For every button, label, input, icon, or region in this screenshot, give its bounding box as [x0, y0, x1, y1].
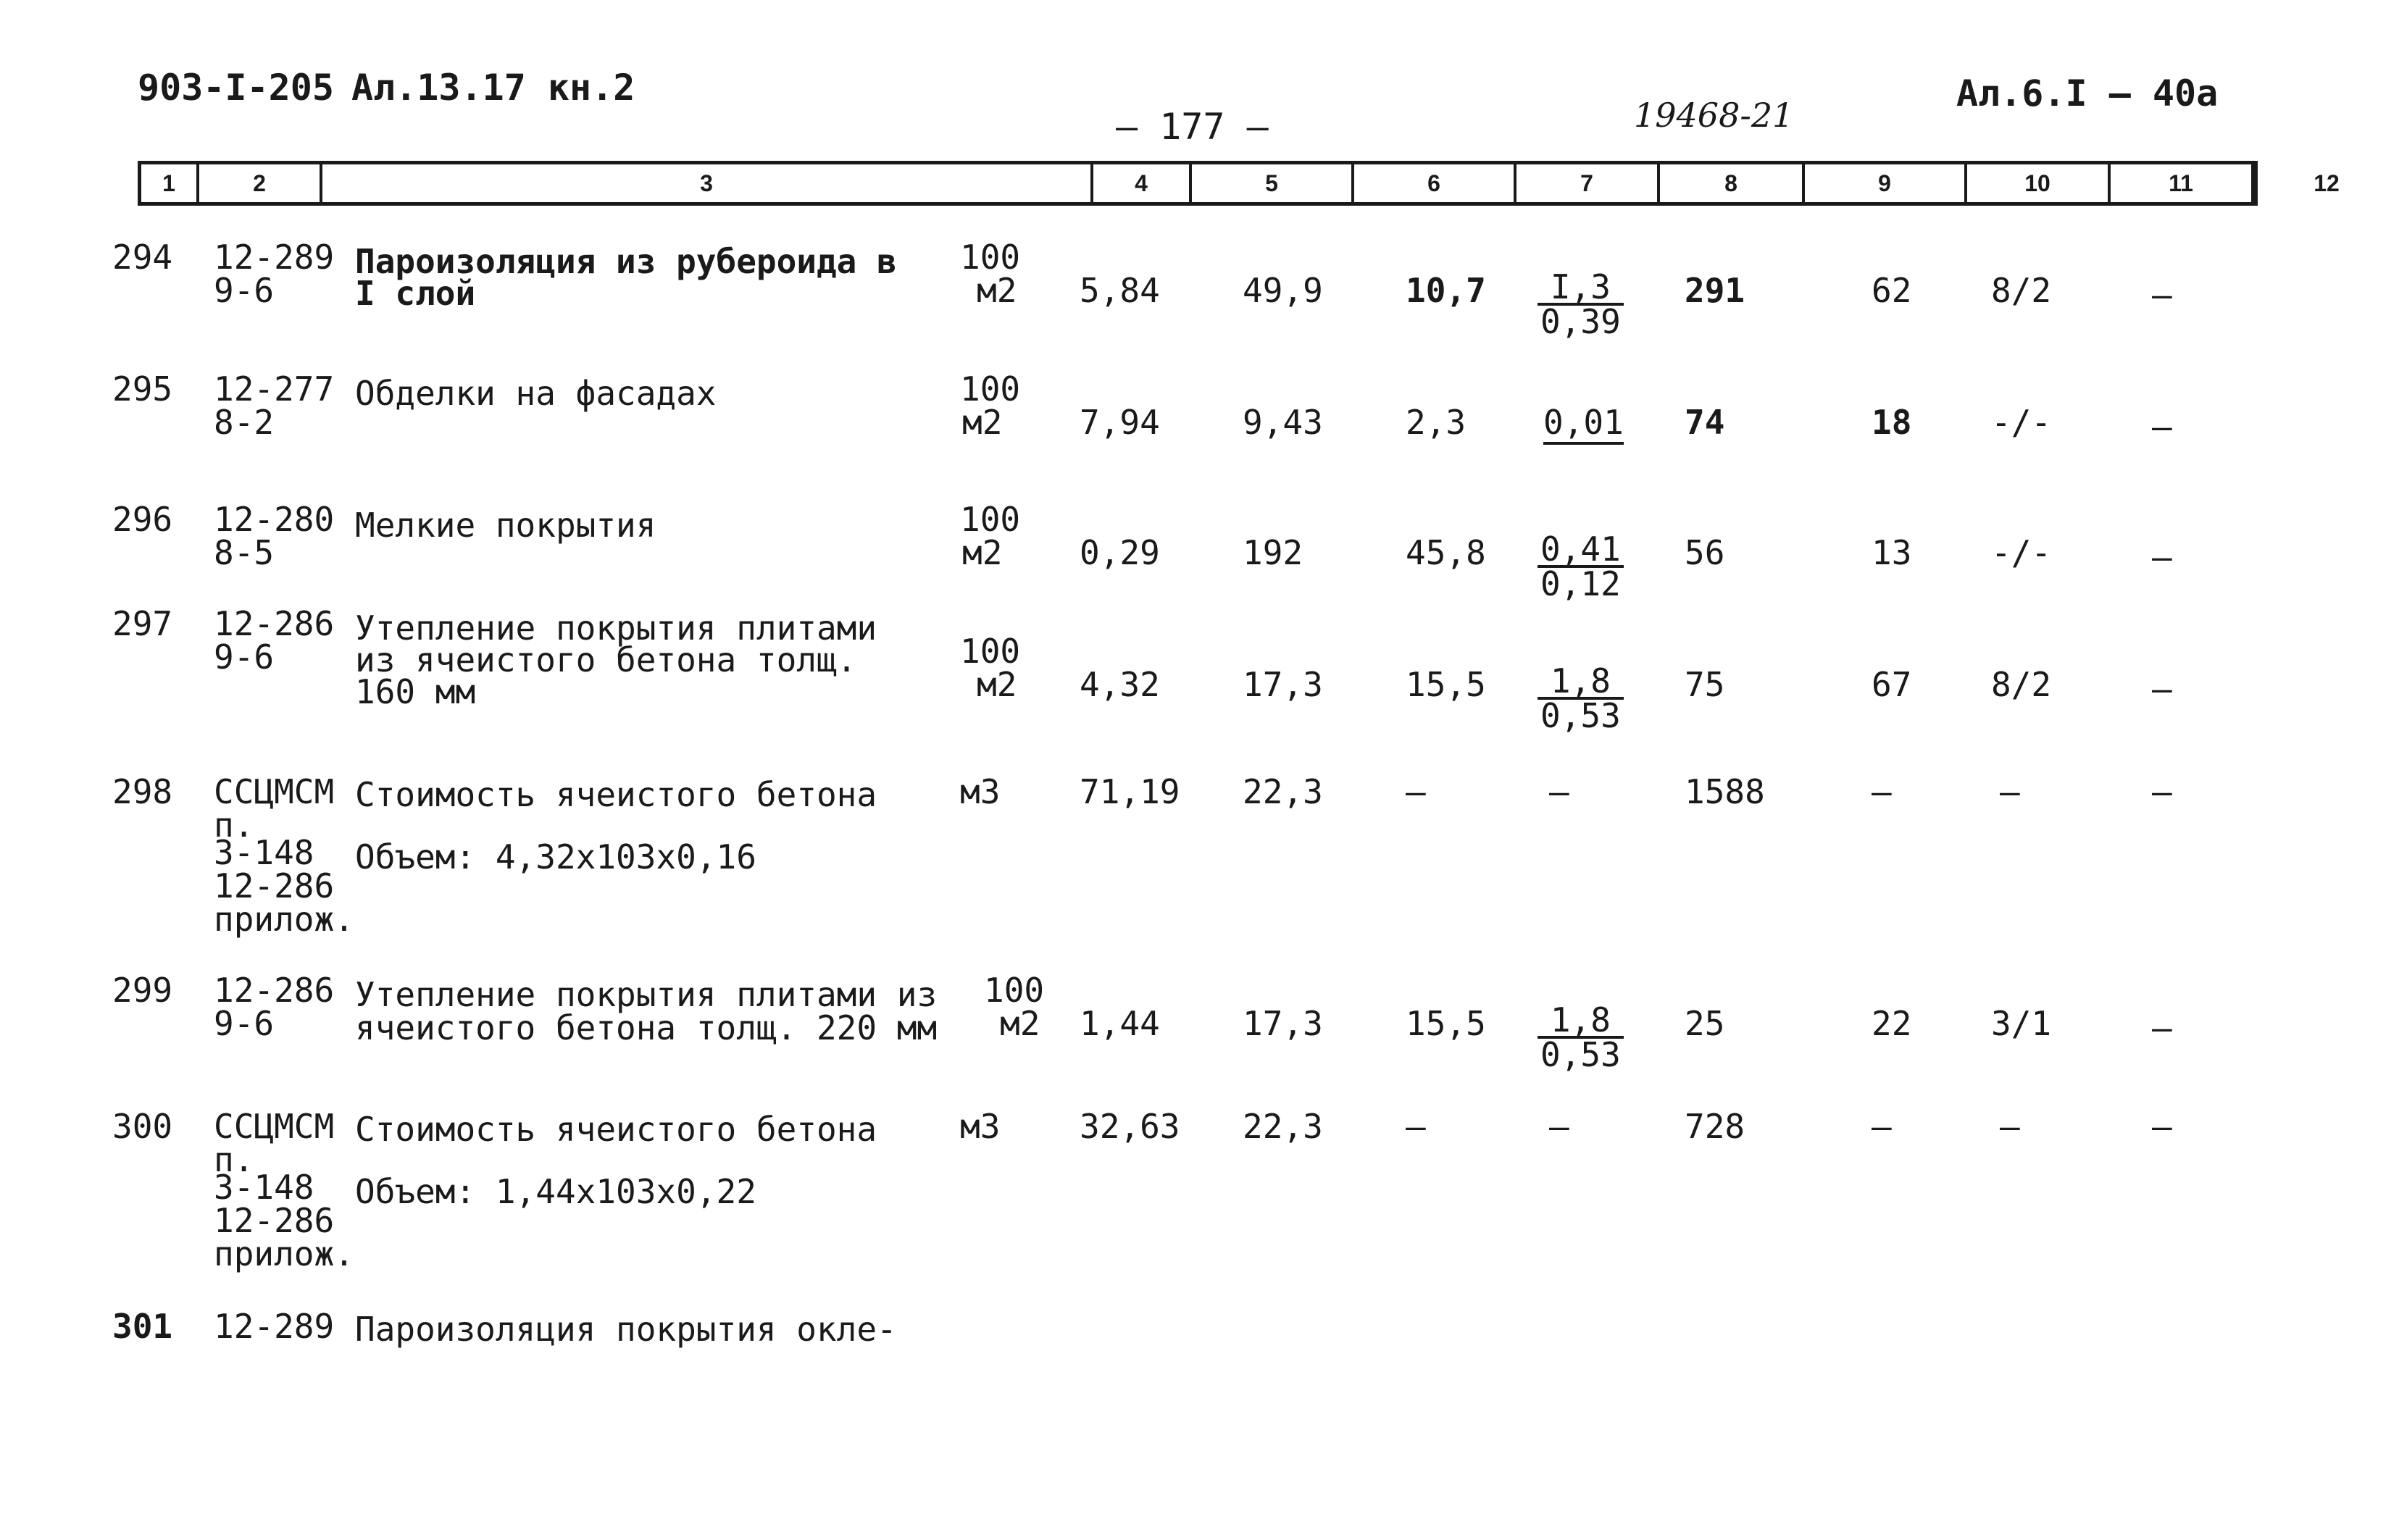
column-8-value: –: [1549, 772, 1569, 811]
fraction-denominator: 0,12: [1540, 564, 1621, 603]
unit: 100: [984, 971, 1045, 1010]
norm-code: 12-289: [214, 238, 335, 277]
work-description: Объем: 1,44х103х0,22: [355, 1172, 756, 1211]
unit: м3: [960, 1107, 1001, 1146]
norm-code: 12-280: [214, 500, 335, 539]
column-header: 9: [1805, 164, 1967, 202]
column-12-value: –: [2152, 1008, 2172, 1047]
column-header: 3: [322, 164, 1093, 202]
document-code: 903-I-205: [138, 67, 334, 109]
work-description: Объем: 4,32х103х0,16: [355, 837, 756, 876]
column-8-fraction: [1538, 1000, 1624, 1074]
fraction-denominator: 0,39: [1540, 302, 1621, 341]
handwritten-code: 19468-21: [1634, 96, 1794, 135]
quantity: 5,84: [1080, 271, 1160, 310]
unit-price: 17,3: [1243, 1004, 1323, 1043]
norm-code: 3-148: [214, 1168, 314, 1207]
column-7-value: 10,7: [1406, 271, 1486, 310]
norm-code: 9-6: [214, 271, 275, 310]
work-description: Утепление покрытия плитами: [355, 608, 877, 648]
column-header: 5: [1192, 164, 1354, 202]
column-12-value: –: [2152, 1107, 2172, 1146]
norm-code: 12-286: [214, 971, 335, 1010]
work-description: из ячеистого бетона толщ.: [355, 640, 857, 679]
album-reference: Ал.13.17 кн.2: [351, 67, 635, 109]
column-7-value: 15,5: [1406, 1004, 1486, 1043]
column-9-value: 25: [1685, 1004, 1725, 1043]
row-number: 300: [112, 1107, 173, 1146]
norm-code: 12-286: [214, 604, 335, 643]
norm-code: 12-286: [214, 1201, 335, 1240]
unit-price: 49,9: [1243, 271, 1323, 310]
norm-code: 12-289: [214, 1307, 335, 1346]
column-7-value: 2,3: [1406, 403, 1466, 442]
work-description: ячеистого бетона толщ. 220 мм: [355, 1008, 938, 1047]
work-description: 160 мм: [355, 672, 476, 711]
row-number: 299: [112, 971, 173, 1010]
column-header: 12: [2314, 170, 2340, 196]
row-number: 296: [112, 500, 173, 539]
norm-code: ССЦМСМ: [214, 1107, 335, 1146]
norm-code: п.: [214, 1140, 254, 1179]
norm-code: 9-6: [214, 637, 275, 677]
column-9-value: 75: [1685, 665, 1725, 704]
column-10-value: 62: [1872, 271, 1912, 310]
column-12-value: –: [2152, 275, 2172, 314]
unit: 100: [960, 500, 1021, 539]
row-number: 295: [112, 369, 173, 409]
quantity: 0,29: [1080, 533, 1160, 572]
column-number-bar: [138, 161, 2340, 206]
column-header: 1: [141, 164, 199, 202]
column-9-value: 291: [1685, 271, 1745, 310]
column-header: 11: [2111, 164, 2254, 202]
quantity: 1,44: [1080, 1004, 1160, 1043]
quantity: 7,94: [1080, 403, 1160, 442]
column-8-fraction: [1538, 530, 1624, 603]
unit-price: 22,3: [1243, 772, 1323, 811]
unit: м2: [1000, 1004, 1040, 1043]
norm-code: 8-5: [214, 533, 275, 572]
row-number: 294: [112, 238, 173, 277]
unit-price: 192: [1243, 533, 1303, 572]
column-11-value: -/-: [1991, 403, 2052, 442]
unit: 100: [960, 632, 1021, 671]
quantity: 32,63: [1080, 1107, 1180, 1146]
column-12-value: –: [2152, 669, 2172, 708]
work-description: Пароизоляция покрытия окле-: [355, 1310, 897, 1349]
column-11-value: 3/1: [1991, 1004, 2052, 1043]
fraction-denominator: 0,53: [1540, 696, 1621, 735]
column-7-value: 15,5: [1406, 665, 1486, 704]
column-12-value: –: [2152, 537, 2172, 577]
unit: м2: [977, 665, 1017, 704]
column-header: 4: [1093, 164, 1192, 202]
column-7-value: –: [1406, 772, 1426, 811]
column-10-value: 22: [1872, 1004, 1912, 1043]
column-header: 6: [1354, 164, 1516, 202]
norm-code: прилож.: [214, 900, 354, 939]
column-12-value: –: [2152, 772, 2172, 811]
norm-code: прилож.: [214, 1234, 354, 1273]
row-number: 301: [112, 1307, 173, 1346]
unit: м3: [960, 772, 1001, 811]
column-10-value: –: [1872, 1107, 1892, 1146]
column-10-value: 18: [1872, 403, 1912, 442]
work-description: Стоимость ячеистого бетона: [355, 775, 877, 814]
work-description: Стоимость ячеистого бетона: [355, 1110, 877, 1149]
column-10-value: 67: [1872, 665, 1912, 704]
column-9-value: 1588: [1685, 772, 1765, 811]
work-description: I слой: [355, 274, 476, 313]
column-9-value: 56: [1685, 533, 1725, 572]
norm-code: ССЦМСМ: [214, 772, 335, 811]
column-header: 10: [1967, 164, 2111, 202]
column-header: 8: [1660, 164, 1805, 202]
unit: м2: [962, 533, 1003, 572]
norm-code: п.: [214, 805, 254, 845]
column-11-value: –: [2000, 1107, 2020, 1146]
column-7-value: 45,8: [1406, 533, 1486, 572]
column-8-value: 0,01: [1543, 403, 1624, 445]
column-8-value: –: [1549, 1107, 1569, 1146]
fraction-numerator: I,3: [1538, 271, 1624, 306]
norm-code: 12-286: [214, 866, 335, 905]
row-number: 297: [112, 604, 173, 643]
column-header: 7: [1516, 164, 1660, 202]
unit: м2: [977, 271, 1017, 310]
row-number: 298: [112, 772, 173, 811]
sheet-reference: Ал.6.I – 40а: [1956, 72, 2219, 114]
column-8-fraction: [1538, 661, 1624, 735]
column-11-value: –: [2000, 772, 2020, 811]
unit-price: 17,3: [1243, 665, 1323, 704]
column-9-value: 74: [1685, 403, 1725, 442]
quantity: 4,32: [1080, 665, 1160, 704]
column-8-fraction: [1538, 267, 1624, 341]
column-12-value: –: [2152, 407, 2172, 446]
unit: м2: [962, 403, 1003, 442]
work-description: Пароизоляция из рубероида в: [355, 242, 897, 281]
column-11-value: 8/2: [1991, 271, 2052, 310]
fraction-numerator: 1,8: [1538, 665, 1624, 700]
column-11-value: -/-: [1991, 533, 2052, 572]
work-description: Обделки на фасадах: [355, 374, 717, 413]
page-number: — 177 —: [1116, 106, 1269, 148]
unit-price: 22,3: [1243, 1107, 1323, 1146]
column-header: 2: [199, 164, 322, 202]
unit: 100: [960, 238, 1021, 277]
work-description: Мелкие покрытия: [355, 506, 656, 545]
norm-code: 12-277: [214, 369, 335, 409]
fraction-numerator: 1,8: [1538, 1004, 1624, 1039]
fraction-denominator: 0,53: [1540, 1035, 1621, 1074]
fraction-numerator: 0,41: [1538, 533, 1624, 568]
column-10-value: 13: [1872, 533, 1912, 572]
column-10-value: –: [1872, 772, 1892, 811]
column-11-value: 8/2: [1991, 665, 2052, 704]
quantity: 71,19: [1080, 772, 1180, 811]
unit-price: 9,43: [1243, 403, 1323, 442]
column-7-value: –: [1406, 1107, 1426, 1146]
column-9-value: 728: [1685, 1107, 1745, 1146]
work-description: Утепление покрытия плитами из: [355, 975, 938, 1014]
norm-code: 8-2: [214, 403, 275, 442]
norm-code: 3-148: [214, 833, 314, 872]
unit: 100: [960, 369, 1021, 409]
norm-code: 9-6: [214, 1004, 275, 1043]
